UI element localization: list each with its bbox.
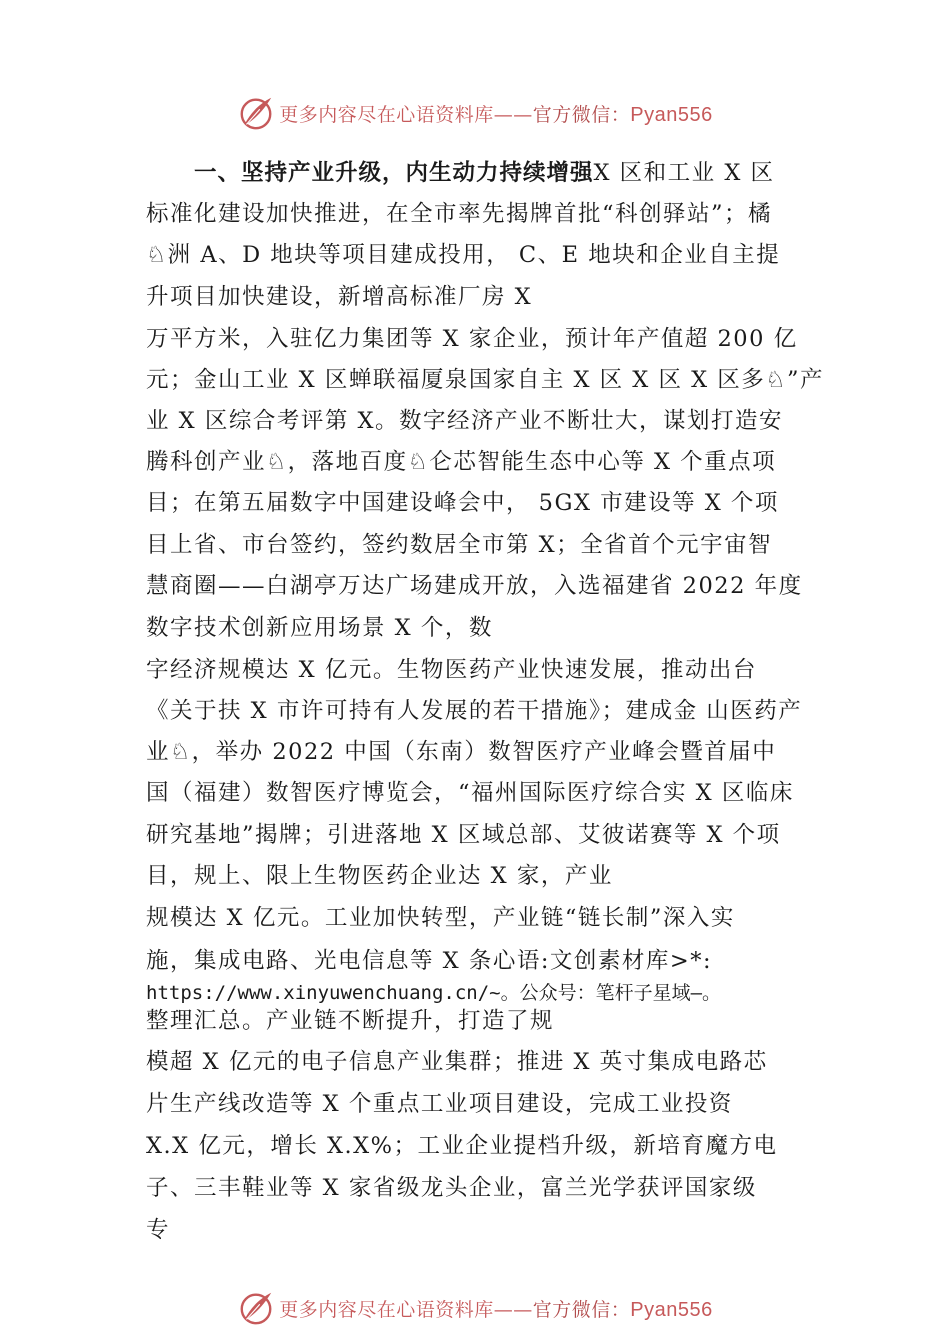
paragraph-line: 万平方米，入驻亿力集团等 X 家企业，预计年产值超 200 亿 bbox=[146, 326, 798, 352]
paragraph-line: 国（福建）数智医疗博览会，“福州国际医疗综合实 X 区临床 bbox=[146, 780, 794, 806]
paragraph-line: 目；在第五届数字中国建设峰会中， 5GX 市建设等 X 个项 bbox=[146, 490, 779, 516]
paragraph-line: 规模达 X 亿元。工业加快转型，产业链“链长制”深入实 bbox=[146, 905, 735, 931]
paragraph-line: 数字技术创新应用场景 X 个，数 bbox=[146, 615, 493, 641]
paragraph-line: 标准化建设加快推进，在全市率先揭牌首批“科创驿站”；橘 bbox=[146, 201, 773, 227]
paragraph-line: 元；金山工业 X 区蝉联福厦泉国家自主 X 区 X 区 X 区多♘”产 bbox=[146, 367, 824, 393]
paragraph-line: 研究基地”揭牌；引进落地 X 区域总部、艾彼诺赛等 X 个项 bbox=[146, 822, 781, 848]
header-banner bbox=[0, 93, 950, 133]
banner-text: 更多内容尽在心语资料库——官方微信：Pyan556 bbox=[279, 103, 713, 126]
paragraph-line-url: https://www.xinyuwenchuang.cn/~。公众号：笔杆子星域—。 bbox=[146, 982, 722, 1004]
paragraph-line: 字经济规模达 X 亿元。生物医药产业快速发展，推动出台 bbox=[146, 657, 757, 683]
paragraph-line: 施，集成电路、光电信息等 X 条心语:文创素材库>*: bbox=[146, 948, 713, 974]
paragraph-line: 模超 X 亿元的电子信息产业集群；推进 X 英寸集成电路芯 bbox=[146, 1049, 768, 1075]
quill-pen-logo-icon bbox=[237, 1289, 275, 1327]
paragraph-line: 片生产线改造等 X 个重点工业项目建设，完成工业投资 bbox=[146, 1091, 733, 1117]
paragraph-line: 一、坚持产业升级，内生动力持续增强X 区和工业 X 区 bbox=[194, 160, 775, 186]
paragraph-line: 业 X 区综合考评第 X。数字经济产业不断壮大，谋划打造安 bbox=[146, 408, 783, 434]
paragraph-line: 《关于扶 X 市许可持有人发展的若干措施》；建成金 山医药产 bbox=[146, 698, 803, 724]
paragraph-line: ♘洲 A、D 地块等项目建成投用， C、E 地块和企业自主提 bbox=[146, 242, 781, 268]
paragraph-line: 腾科创产业♘，落地百度♘仑芯智能生态中心等 X 个重点项 bbox=[146, 449, 777, 475]
quill-pen-logo-icon bbox=[237, 94, 275, 132]
paragraph-line: 整理汇总。产业链不断提升，打造了规 bbox=[146, 1008, 555, 1034]
paragraph-line: 升项目加快建设，新增高标准厂房 X bbox=[146, 284, 533, 310]
paragraph-line: 目，规上、限上生物医药企业达 X 家，产业 bbox=[146, 863, 613, 889]
paragraph-line: 专 bbox=[146, 1217, 171, 1243]
paragraph-line: 业♘，举办 2022 中国（东南）数智医疗产业峰会暨首届中 bbox=[146, 739, 777, 765]
paragraph-line: 子、三丰鞋业等 X 家省级龙头企业，富兰光学获评国家级 bbox=[146, 1175, 757, 1201]
paragraph-line: 慧商圈——白湖亭万达广场建成开放，入选福建省 2022 年度 bbox=[146, 573, 803, 599]
footer-banner bbox=[0, 1288, 950, 1328]
paragraph-line: X.X 亿元，增长 X.X%；工业企业提档升级，新培育魔方电 bbox=[146, 1133, 778, 1159]
paragraph-line: 目上省、市台签约，签约数居全市第 X；全省首个元宇宙智 bbox=[146, 532, 773, 558]
section-heading: 一、坚持产业升级，内生动力持续增强 bbox=[194, 160, 594, 186]
banner-text: 更多内容尽在心语资料库——官方微信：Pyan556 bbox=[279, 1298, 713, 1321]
